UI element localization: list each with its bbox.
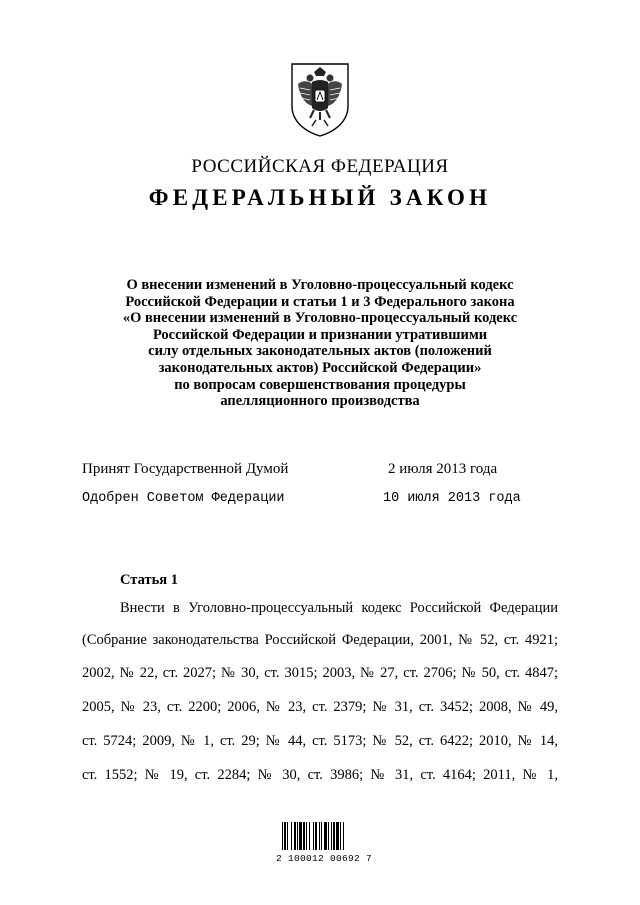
article-heading: Статья 1 — [120, 572, 178, 588]
coat-of-arms-icon — [288, 62, 352, 138]
title-line: Российской Федерации и признании утратившими — [152, 326, 488, 343]
title-line: Российской Федерации и статьи 1 и 3 Федерального закона — [125, 293, 515, 310]
title-line: по вопросам совершенствования процедуры — [174, 376, 466, 393]
title-line: силу отдельных законодательных актов (положений — [148, 343, 492, 360]
country-name: РОССИЙСКАЯ ФЕДЕРАЦИЯ — [191, 156, 449, 177]
barcode-number: 2 100012 00692 7 — [276, 853, 373, 864]
title-line: апелляционного производства — [220, 393, 420, 410]
article-text-line: 2002, № 22, ст. 2027; № 30, ст. 3015; 2003, № 27, ст. 2706; № 50, ст. 4847; — [82, 665, 558, 681]
document-type: ФЕДЕРАЛЬНЫЙ ЗАКОН — [148, 185, 492, 210]
title-line: законодательных актов) Российской Федерации» — [158, 359, 482, 376]
article-text-line: ст. 1552; № 19, ст. 2284; № 30, ст. 3986; № 31, ст. 4164; 2011, № 1, — [82, 767, 558, 783]
council-approval-label: Одобрен Советом Федерации — [82, 491, 285, 506]
article-text-line: 2005, № 23, ст. 2200; 2006, № 23, ст. 2379; № 31, ст. 3452; 2008, № 49, — [82, 699, 558, 715]
title-line: О внесении изменений в Уголовно-процессуальный кодекс — [126, 277, 514, 293]
article-text-line: Внести в Уголовно-процессуальный кодекс Российской Федерации — [120, 600, 558, 616]
duma-adoption-date: 2 июля 2013 года — [388, 461, 498, 477]
council-approval-date: 10 июля 2013 года — [383, 491, 521, 506]
barcode — [280, 818, 360, 852]
title-line: «О внесении изменений в Уголовно-процессуальный кодекс — [122, 310, 518, 327]
article-text-line: ст. 5724; 2009, № 1, ст. 29; № 44, ст. 5173; № 52, ст. 6422; 2010, № 14, — [82, 733, 558, 749]
duma-adoption-label: Принят Государственной Думой — [82, 461, 289, 477]
law-title — [70, 277, 570, 410]
article-text-line: (Собрание законодательства Российской Федерации, 2001, № 52, ст. 4921; — [82, 632, 558, 648]
